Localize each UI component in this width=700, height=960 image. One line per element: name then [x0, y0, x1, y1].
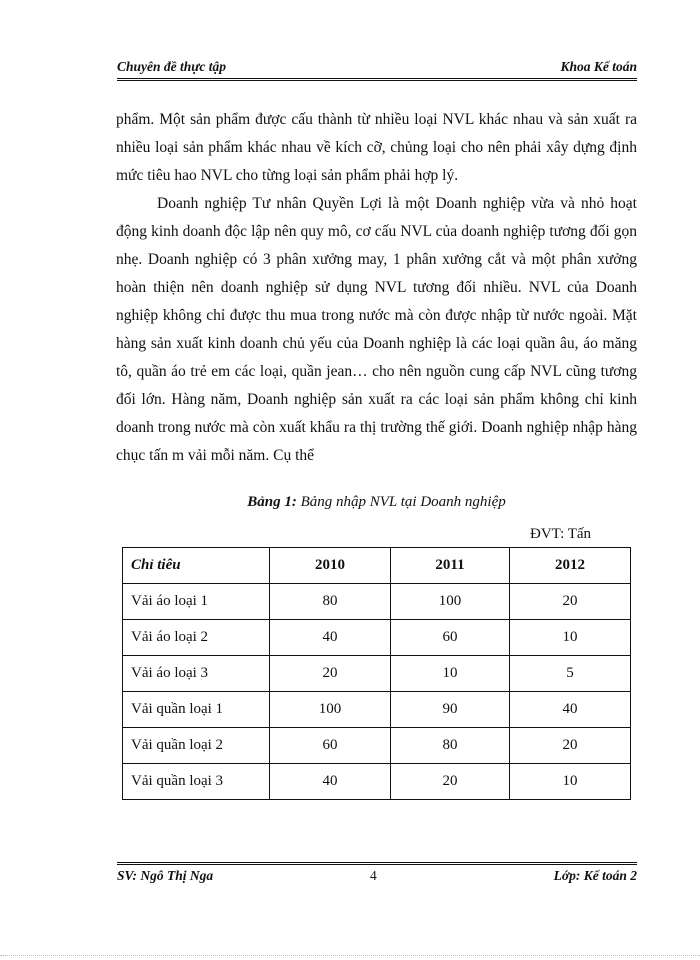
header-cell: Chỉ tiêu	[123, 548, 270, 584]
table-cell: 100	[270, 692, 391, 728]
page-number: 4	[370, 868, 377, 883]
header-cell: 2011	[391, 548, 510, 584]
row-label: Vải áo loại 2	[123, 620, 270, 656]
table-row	[123, 584, 631, 620]
table-row	[123, 656, 631, 692]
header-department: Khoa Kế toán	[560, 59, 637, 74]
row-label: Vải áo loại 3	[123, 656, 270, 692]
paragraph-1: phẩm. Một sản phẩm được cấu thành từ nhiều loại NVL khác nhau và sản xuất ra nhiều loại sản phẩm khác nhau về kích cỡ, chủng loại cho nên phải xây dựng định mức tiêu hao NVL cho từng loại sản phẩm phải hợp lý.	[116, 111, 637, 184]
table-cell: 5	[509, 656, 630, 692]
table-cell: 10	[509, 620, 630, 656]
table-cell: 60	[270, 728, 391, 764]
row-label: Vải áo loại 1	[123, 584, 270, 620]
table-cell: 40	[270, 620, 391, 656]
table-cell: 10	[509, 764, 630, 800]
row-label: Vải quần loại 2	[123, 728, 270, 764]
header-cell: 2010	[270, 548, 391, 584]
page-header	[117, 58, 637, 81]
table-cell: 60	[391, 620, 510, 656]
header-cell: 2012	[509, 548, 630, 584]
footer-class: Lớp: Kế toán 2	[553, 868, 637, 883]
table-cell: 20	[270, 656, 391, 692]
table-row	[123, 764, 631, 800]
header-title: Chuyên đề thực tập	[117, 59, 226, 74]
table-caption-label: Bảng 1:	[247, 494, 297, 510]
table-cell: 80	[270, 584, 391, 620]
table-cell: 10	[391, 656, 510, 692]
table-cell: 90	[391, 692, 510, 728]
table-caption-text: Bảng nhập NVL tại Doanh nghiệp	[300, 494, 506, 510]
table-cell: 20	[509, 584, 630, 620]
table-cell: 80	[391, 728, 510, 764]
data-table	[122, 547, 631, 800]
table-cell: 40	[509, 692, 630, 728]
row-label: Vải quần loại 1	[123, 692, 270, 728]
table-row	[123, 728, 631, 764]
table-cell: 20	[391, 764, 510, 800]
table-cell: 40	[270, 764, 391, 800]
table-header-row	[123, 548, 631, 584]
footer-student: SV: Ngô Thị Nga	[117, 868, 214, 883]
table-cell: 100	[391, 584, 510, 620]
table-unit: ĐVT: Tấn	[530, 526, 592, 542]
row-label: Vải quần loại 3	[123, 764, 270, 800]
table-cell: 20	[509, 728, 630, 764]
body-text	[116, 106, 637, 470]
page-footer	[117, 862, 637, 886]
table-row	[123, 692, 631, 728]
table-caption	[116, 494, 637, 511]
page-edge-divider	[0, 955, 700, 956]
table-row	[123, 620, 631, 656]
paragraph-2: Doanh nghiệp Tư nhân Quyền Lợi là một Doanh nghiệp vừa và nhỏ hoạt động kinh doanh độc lập nên quy mô, cơ cấu NVL của doanh nghiệp tương đối gọn nhẹ. Doanh nghiệp có 3 phân xưởng may, 1 phân xưởng cắt và một phân xưởng hoàn thiện nên doanh nghiệp sử dụng NVL tương đối nhiều. NVL của Doanh nghiệp không chỉ được thu mua trong nước mà còn được nhập từ nước ngoài. Mặt hàng sản xuất kinh doanh chủ yếu của Doanh nghiệp là các loại quần âu, áo măng tô, quần áo trẻ em các loại, quần jean… cho nên nguồn cung cấp NVL cũng tương đối lớn. Hàng năm, Doanh nghiệp sản xuất ra các loại sản phẩm không chỉ kinh doanh trong nước mà còn xuất khẩu ra thị trường thế giới. Doanh nghiệp nhập hàng chục tấn m vải mỗi năm. Cụ thể	[116, 195, 637, 464]
